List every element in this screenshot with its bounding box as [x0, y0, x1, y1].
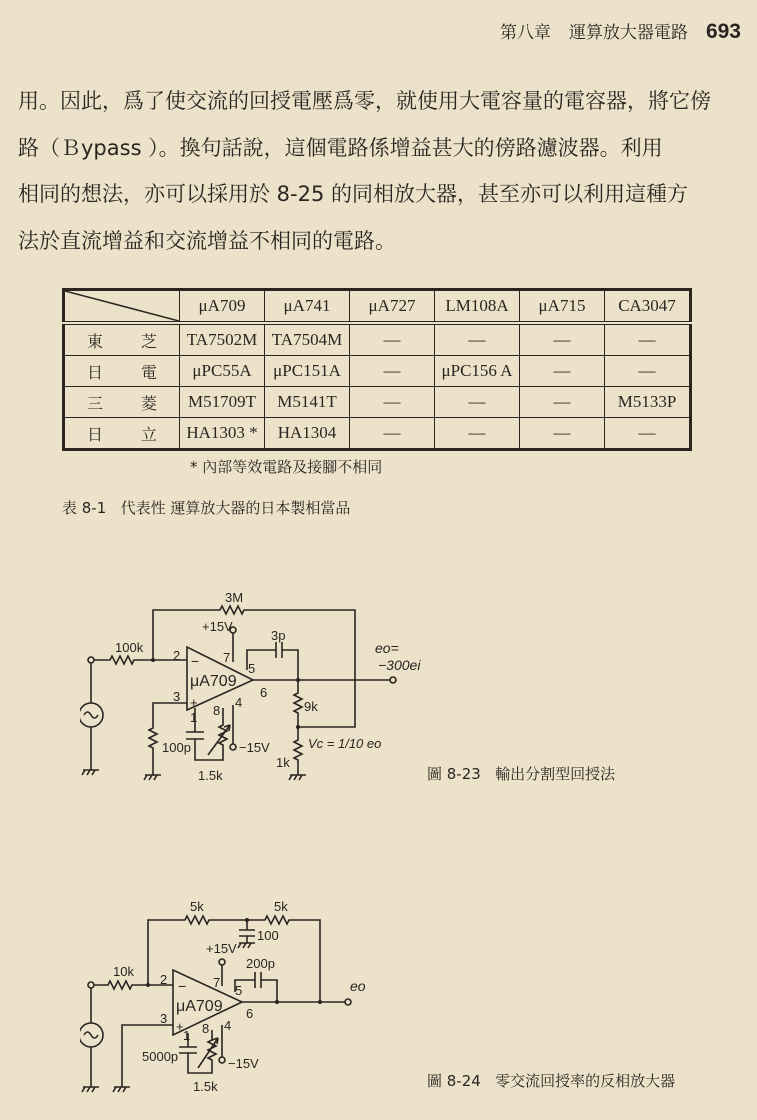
pin-label: 8: [202, 1021, 210, 1036]
table-row: [64, 356, 691, 387]
maker-label: 東芝: [87, 331, 157, 351]
pin-label: +: [176, 1019, 184, 1034]
table-cell: —: [350, 418, 435, 450]
circuit-fig-8-24: [80, 890, 440, 1100]
page-number: 693: [705, 20, 741, 43]
table-row: [64, 418, 691, 450]
table-cell: μPC156 A: [435, 356, 520, 387]
table-footnote: * 內部等效電路及接腳不相同: [190, 458, 383, 476]
body-paragraph: [18, 78, 743, 264]
table-cell: —: [435, 418, 520, 450]
pin-label: 4: [235, 695, 243, 710]
table-cell: μPC55A: [180, 356, 265, 387]
corner-cell: [64, 290, 180, 324]
column-header: LM108A: [435, 290, 520, 324]
label: +15V: [206, 941, 237, 956]
table-cell: —: [605, 418, 691, 450]
table-cell: —: [520, 356, 605, 387]
label: −300ei: [378, 657, 421, 673]
pin-label: 7: [223, 650, 231, 665]
label: 3p: [271, 628, 286, 643]
text-line: 相同的想法，亦可以採用於 8-25 的同相放大器，甚至亦可以利用這種方: [18, 182, 689, 206]
label: 10k: [113, 964, 134, 979]
text-line: 路（Ｂypass ）。換句話說，這個電路係增益甚大的傍路濾波器。利用: [18, 135, 663, 160]
column-header: μA709: [180, 290, 265, 324]
maker-cell: [64, 387, 180, 418]
label: −15V: [239, 740, 270, 755]
pin-label: 2: [173, 648, 181, 663]
chapter-title: 運算放大器電路: [568, 23, 688, 43]
label: 5000p: [142, 1049, 179, 1064]
label: eo: [350, 978, 366, 994]
pin-label: 1: [183, 1028, 191, 1043]
label: +15V: [202, 619, 233, 634]
label: eo=: [375, 640, 399, 656]
table-cell: TA7502M: [180, 323, 265, 356]
pin-label: 1: [190, 710, 198, 725]
maker-label: 三菱: [87, 393, 157, 413]
table-cell: M5133P: [605, 387, 691, 418]
label: 100k: [115, 640, 144, 655]
label: 1.5k: [198, 768, 223, 783]
table-cell: —: [435, 323, 520, 356]
figure-caption: 圖 8-24 零交流回授率的反相放大器: [427, 1072, 676, 1090]
maker-cell: [64, 323, 180, 356]
maker-cell: [64, 356, 180, 387]
table-cell: M51709T: [180, 387, 265, 418]
label: 1.5k: [193, 1079, 218, 1094]
table-cell: —: [605, 356, 691, 387]
table-cell: M5141T: [265, 387, 350, 418]
chip-label: μA709: [190, 673, 237, 690]
pin-label: 6: [260, 685, 268, 700]
table-cell: TA7504M: [265, 323, 350, 356]
table-cell: —: [350, 356, 435, 387]
pin-label: +: [190, 695, 198, 710]
running-header: [500, 18, 741, 44]
pin-label: 7: [213, 975, 221, 990]
table-cell: —: [350, 387, 435, 418]
pin-label: 4: [224, 1018, 232, 1033]
chapter-label: 第八章: [499, 23, 551, 43]
table-cell: HA1303 *: [180, 418, 265, 450]
label: 5k: [190, 899, 204, 914]
pin-label: −: [178, 978, 187, 994]
pin-label: 2: [160, 972, 168, 987]
maker-cell: [64, 418, 180, 450]
table-cell: μPC151A: [265, 356, 350, 387]
label: 100: [257, 928, 279, 943]
chip-label: μA709: [176, 998, 223, 1015]
label: 5k: [274, 899, 288, 914]
table-cell: —: [520, 323, 605, 356]
label: −15V: [228, 1056, 259, 1071]
text-line: 法於直流增益和交流增益不相同的電路。: [18, 228, 396, 253]
pin-label: 8: [213, 703, 221, 718]
figure-caption: 圖 8-23 輸出分割型回授法: [427, 765, 616, 783]
pin-label: 3: [173, 689, 181, 704]
table-caption: 表 8-1 代表性 運算放大器的日本製相當品: [62, 499, 351, 517]
pin-label: 5: [248, 661, 256, 676]
table-cell: —: [520, 387, 605, 418]
column-header: μA727: [350, 290, 435, 324]
table-row: [64, 323, 691, 356]
equivalents-table: [62, 288, 692, 451]
circuit-fig-8-23: [80, 580, 440, 790]
pin-label: 6: [246, 1006, 254, 1021]
label: 100p: [162, 740, 191, 755]
table-cell: —: [435, 387, 520, 418]
column-header: μA715: [520, 290, 605, 324]
label: Vc = 1/10 eo: [308, 736, 382, 751]
label: 1k: [276, 755, 290, 770]
maker-label: 日電: [87, 362, 157, 382]
pin-label: 5: [235, 983, 243, 998]
table-cell: HA1304: [265, 418, 350, 450]
table-row: [64, 387, 691, 418]
column-header: CA3047: [605, 290, 691, 324]
table-cell: —: [520, 418, 605, 450]
column-header: μA741: [265, 290, 350, 324]
table-cell: —: [350, 323, 435, 356]
maker-label: 日立: [87, 424, 157, 444]
text-line: 用。因此，爲了使交流的回授電壓爲零，就使用大電容量的電容器，將它傍: [18, 89, 711, 113]
label: 200p: [246, 956, 275, 971]
pin-label: −: [191, 653, 200, 669]
table-cell: —: [605, 323, 691, 356]
pin-label: 3: [160, 1011, 168, 1026]
label: 3M: [225, 590, 244, 605]
label: 9k: [304, 699, 318, 714]
